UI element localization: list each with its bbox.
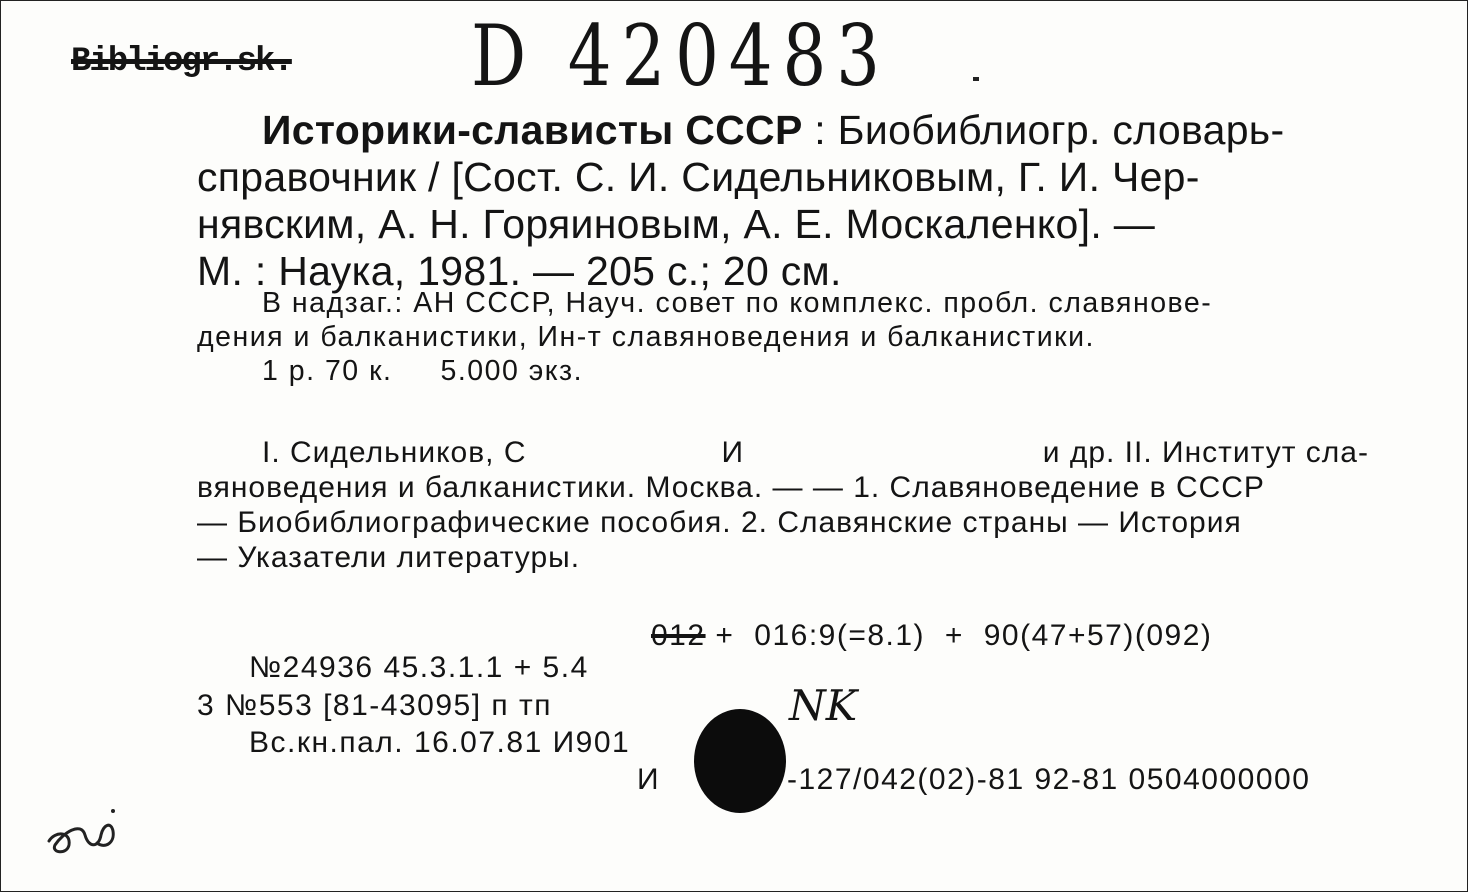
- subject-line-2: вяноведения и балканистики. Москва. — — 1. Славяноведение в СССР: [197, 471, 1265, 504]
- imprint-line: М. : Наука, 1981. — 205 с.; 20 см.: [197, 248, 842, 294]
- price-copies-line: [197, 354, 1369, 388]
- index-code: -127/042(02)-81 92-81 0504000000: [787, 763, 1311, 796]
- handwritten-call-number: D 420483: [471, 7, 890, 105]
- description-line-2: справочник / [Сост. С. И. Сидельниковым, Г. И. Чер-: [197, 154, 1200, 200]
- added-entry-2: и др. II. Институт сла-: [1042, 436, 1369, 469]
- udc-code-line: [651, 619, 1212, 653]
- copies: 5.000 экз.: [440, 355, 584, 387]
- subject-entries: [197, 435, 1369, 575]
- udc-struck-code: 012: [651, 619, 706, 652]
- added-entry-initial: И: [721, 436, 745, 469]
- description-line-1: [197, 107, 1369, 154]
- index-prefix: И: [637, 763, 661, 796]
- handwritten-scribble-icon: [41, 801, 131, 861]
- punched-hole-blot: [694, 709, 786, 813]
- subject-line-1: [197, 435, 1369, 470]
- udc-code: + 016:9(=8.1) + 90(47+57)(092): [715, 619, 1213, 652]
- subject-line-4: — Указатели литературы.: [197, 541, 581, 574]
- handwritten-initials: NK: [789, 681, 858, 730]
- title-subtitle: : Биобиблиогр. словарь-: [802, 107, 1285, 153]
- book-title: Историки-слависты СССР: [262, 107, 803, 153]
- added-entry-1: I. Сидельников, С: [262, 436, 527, 469]
- book-chamber-stamp: Вс.кн.пал. 16.07.81 И901: [249, 726, 631, 759]
- subject-line-3: — Биобиблиографические пособия. 2. Славянские страны — История: [197, 506, 1242, 539]
- notes-line-1: В надзаг.: АН СССР, Науч. совет по комплекс. пробл. славянове-: [262, 287, 1213, 319]
- notes-block: [197, 286, 1369, 388]
- order-number: 3 №553 [81-43095] п тп: [197, 689, 552, 722]
- notes-line-2: дения и балканистики, Ин-т славяноведения и балканистики.: [197, 321, 1095, 353]
- struck-stamp-text: Bibliogr.sk.: [71, 43, 292, 81]
- description-line-3: нявским, А. Н. Горяиновым, А. Е. Москаленко]. —: [197, 201, 1156, 247]
- bbk-code: №24936 45.3.1.1 + 5.4: [249, 651, 589, 684]
- price: 1 р. 70 к.: [262, 355, 393, 387]
- ink-dot: [973, 77, 979, 81]
- bibliographic-description: [197, 107, 1369, 295]
